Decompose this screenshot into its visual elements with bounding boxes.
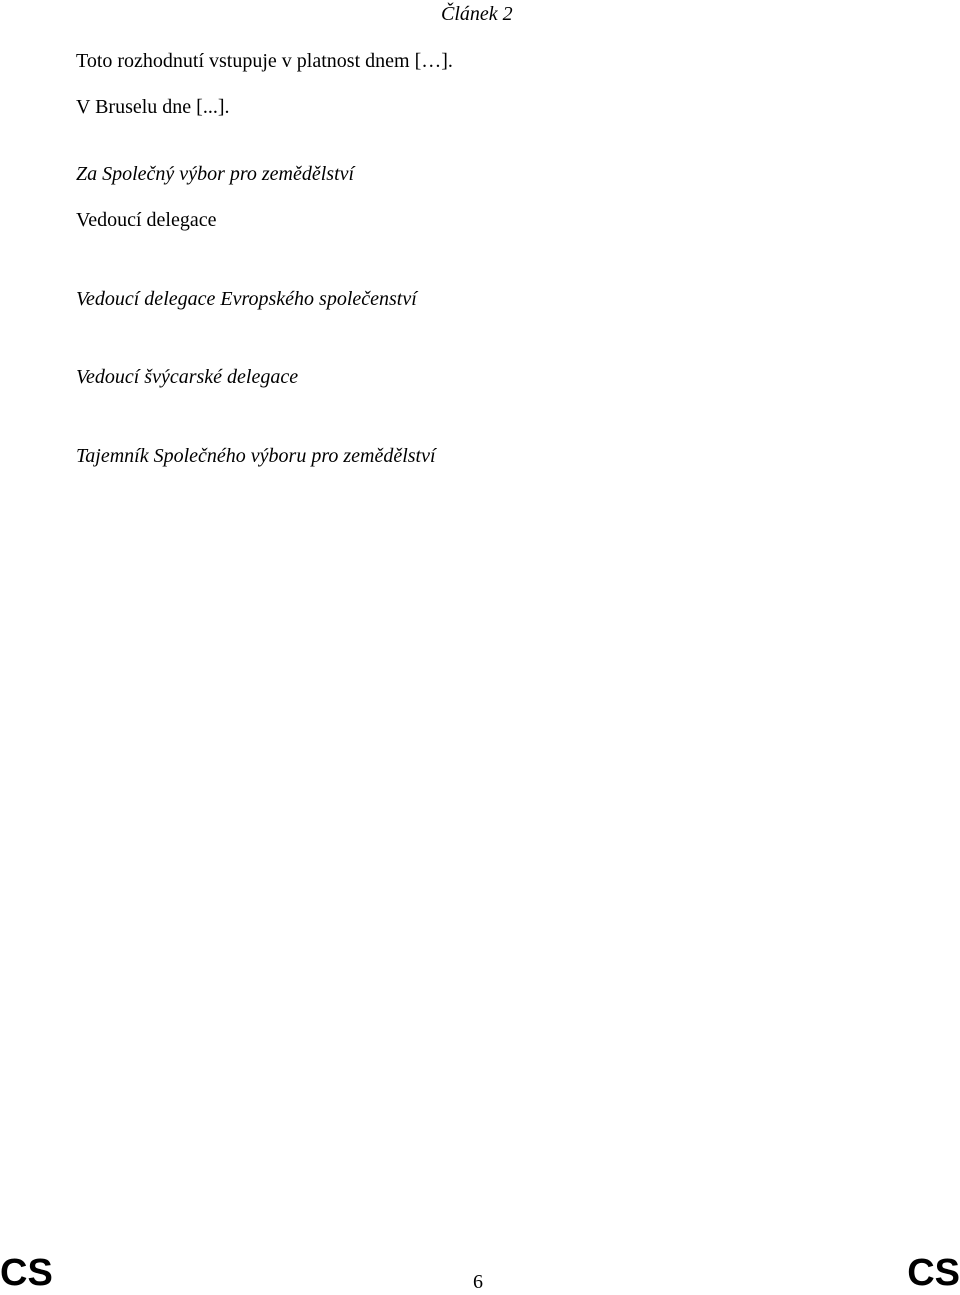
page-number: 6 bbox=[473, 1271, 483, 1293]
committee-signatory-line: Za Společný výbor pro zemědělství bbox=[76, 163, 355, 185]
swiss-delegation-head-label: Vedoucí švýcarské delegace bbox=[76, 366, 299, 388]
language-code-right: CS bbox=[907, 1252, 960, 1294]
article-heading: Článek 2 bbox=[441, 3, 513, 25]
language-code-left: CS bbox=[0, 1252, 53, 1294]
place-and-date: V Bruselu dne [...]. bbox=[76, 96, 230, 118]
head-of-delegation-label: Vedoucí delegace bbox=[76, 209, 217, 231]
committee-secretary-label: Tajemník Společného výboru pro zemědělství bbox=[76, 445, 436, 467]
eu-delegation-head-label: Vedoucí delegace Evropského společenství bbox=[76, 288, 417, 310]
entry-into-force-text: Toto rozhodnutí vstupuje v platnost dnem […]. bbox=[76, 50, 453, 72]
